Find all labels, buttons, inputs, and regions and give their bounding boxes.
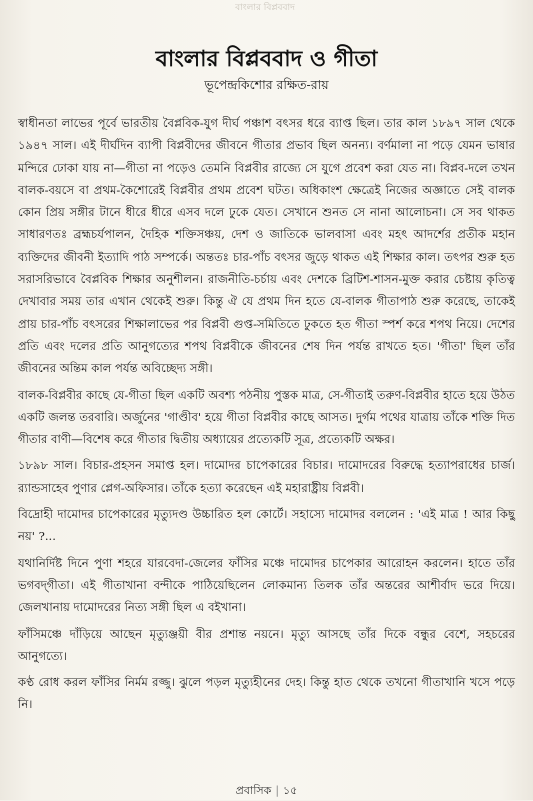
paragraph: কণ্ঠ রোধ করল ফাঁসির নির্মম রজ্জু। ঝুলে পড়ল মৃত্যুহীনের দেহ। কিন্তু হাত থেকে তখনো গীতাখানি খসে পড়ে নি। bbox=[18, 675, 515, 712]
paragraph: যথানির্দিষ্ট দিনে পুণা শহরে যারবেদা-জেলের ফাঁসির মঞ্চে দামোদর চাপেকার আরোহন করলেন। হাতে তাঁর ভগবদ্‌গীতা। এই গীতাখানা বন্দীকে পাঠিয়েছিলেন লোকমান্য তিলক তাঁর অন্তরের আশীর্বাদ ভরে দিয়ে। জেলখানায় দামোদরের নিত্য সঙ্গী ছিল এ বইখানা। bbox=[18, 555, 515, 615]
page-footer bbox=[0, 782, 533, 801]
article-body bbox=[18, 112, 515, 716]
footer-separator: | bbox=[275, 784, 280, 797]
paragraph: বালক-বিপ্লবীর কাছে যে-গীতা ছিল একটি অবশ্য পঠনীয় পুস্তক মাত্র, সে-গীতাই তরুণ-বিপ্লবীর হাতে হয়ে উঠত একটি জলন্ত তরবারি। অর্জুনের 'গাণ্ডীব' হয়ে গীতা বিপ্লবীর কাছে আসত। দুর্গম পথের যাত্রায় তাঁকে শক্তি দিত গীতার বাণী—বিশেষ করে গীতার দ্বিতীয় অধ্যায়ের প্রত্যেকটি সূত্র, প্রত্যেকটি অক্ষর। bbox=[18, 387, 515, 447]
paragraph: বিদ্রোহী দামোদর চাপেকারের মৃত্যুদণ্ড উচ্চারিত হল কোর্টে। সহাস্যে দামোদর বললেন : 'এই মাত্র ! আর কিছু নয়' ?... bbox=[18, 507, 515, 544]
article-title: বাংলার বিপ্লববাদ ও গীতা bbox=[155, 46, 378, 72]
page-number: ১৫ bbox=[283, 784, 298, 797]
paragraph: স্বাধীনতা লাভের পূর্বে ভারতীয় বৈপ্লবিক-যুগ দীর্ঘ পঞ্চাশ বৎসর ধরে ব্যাপ্ত ছিল। তার কাল ১৮৯৭ সাল থেকে ১৯৪৭ সাল। এই দীর্ঘদিন ব্যাপী বিপ্লবীদের জীবনে গীতার প্রভাব ছিল অনন্য। বর্ণমালা না পড়ে যেমন ভাষার মন্দিরে ঢোকা যায় না—গীতা না পড়েও তেমনি বিপ্লবীর রাজ্যে সে যুগে প্রবেশ করা যেত না। বিপ্লব-দলে তখন বালক-বয়সে বা প্রথম-কৈশোরেই বিপ্লবীর প্রথম প্রবেশ ঘটত। অধিকাংশ ক্ষেত্রেই নিজের অজ্ঞাতে সেই বালক কোন প্রিয় সঙ্গীর টানে ধীরে ধীরে এসব দলে ঢুকে যেত। সেখানে শুনত সে নানা আলোচনা। সে সব থাকত সাধারণতঃ ব্রহ্মচর্যপালন, দৈহিক শক্তিসঞ্চয়, দেশ ও জাতিকে ভালবাসা এবং মহৎ আদর্শের প্রতীক মহান ব্যক্তিদের জীবনী ইত্যাদি পাঠ সম্পর্কে। অন্ততঃ চার-পাঁচ বৎসর জুড়ে থাকত এই শিক্ষার কাল। তৎপর শুরু হত সরাসরিভাবে বৈপ্লবিক শিক্ষার অনুশীলন। রাজনীতি-চর্চায় এবং দেশকে ব্রিটিশ-শাসন-মুক্ত করার চেষ্টায় কৃতিত্ব দেখাবার সময় তার এখান থেকেই শুরু। কিন্তু ঐ যে প্রথম দিন হতে যে-বালক গীতাপাঠ শুরু করেছে, তাকেই প্রায় চার-পাঁচ বৎসরের শিক্ষালাভের পর বিপ্লবী গুপ্ত-সমিতিতে ঢুকতে হত গীতা স্পর্শ করে শপথ নিয়ে। দেশের প্রতি এবং দলের প্রতি আনুগত্যের শপথ বিপ্লবীকে জীবনের শেষ দিন পর্যন্ত রাখতে হত। 'গীতা' ছিল তাঁর জীবনের অন্তিম কাল পর্যন্ত অবিচ্ছেদ্য সঙ্গী। bbox=[18, 116, 515, 376]
paragraph: ১৮৯৮ সাল। বিচার-প্রহসন সমাপ্ত হল। দামোদর চাপেকারের বিচার। দামোদরের বিরুদ্ধে হত্যাপরাধের চার্জ। র‍্যান্ডসাহেব পুণার প্লেগ-অফিসার। তাঁকে হত্যা করেছেন এই মহারাষ্ট্রীয় বিপ্লবী। bbox=[18, 458, 515, 495]
journal-name: প্রবাসিক bbox=[235, 784, 272, 797]
paragraph: ফাঁসিমঞ্চে দাঁড়িয়ে আছেন মৃত্যুঞ্জয়ী বীর প্রশান্ত নয়নে। মৃত্যু আসছে তাঁর দিকে বন্ধুর বেশে, সহচরের আনুগত্যে। bbox=[18, 626, 515, 663]
author-name: ভূপেন্দ্রকিশোর রক্ষিত-রায় bbox=[204, 77, 329, 92]
bleed-through-text: বাংলার বিপ্লববাদ bbox=[235, 3, 295, 13]
